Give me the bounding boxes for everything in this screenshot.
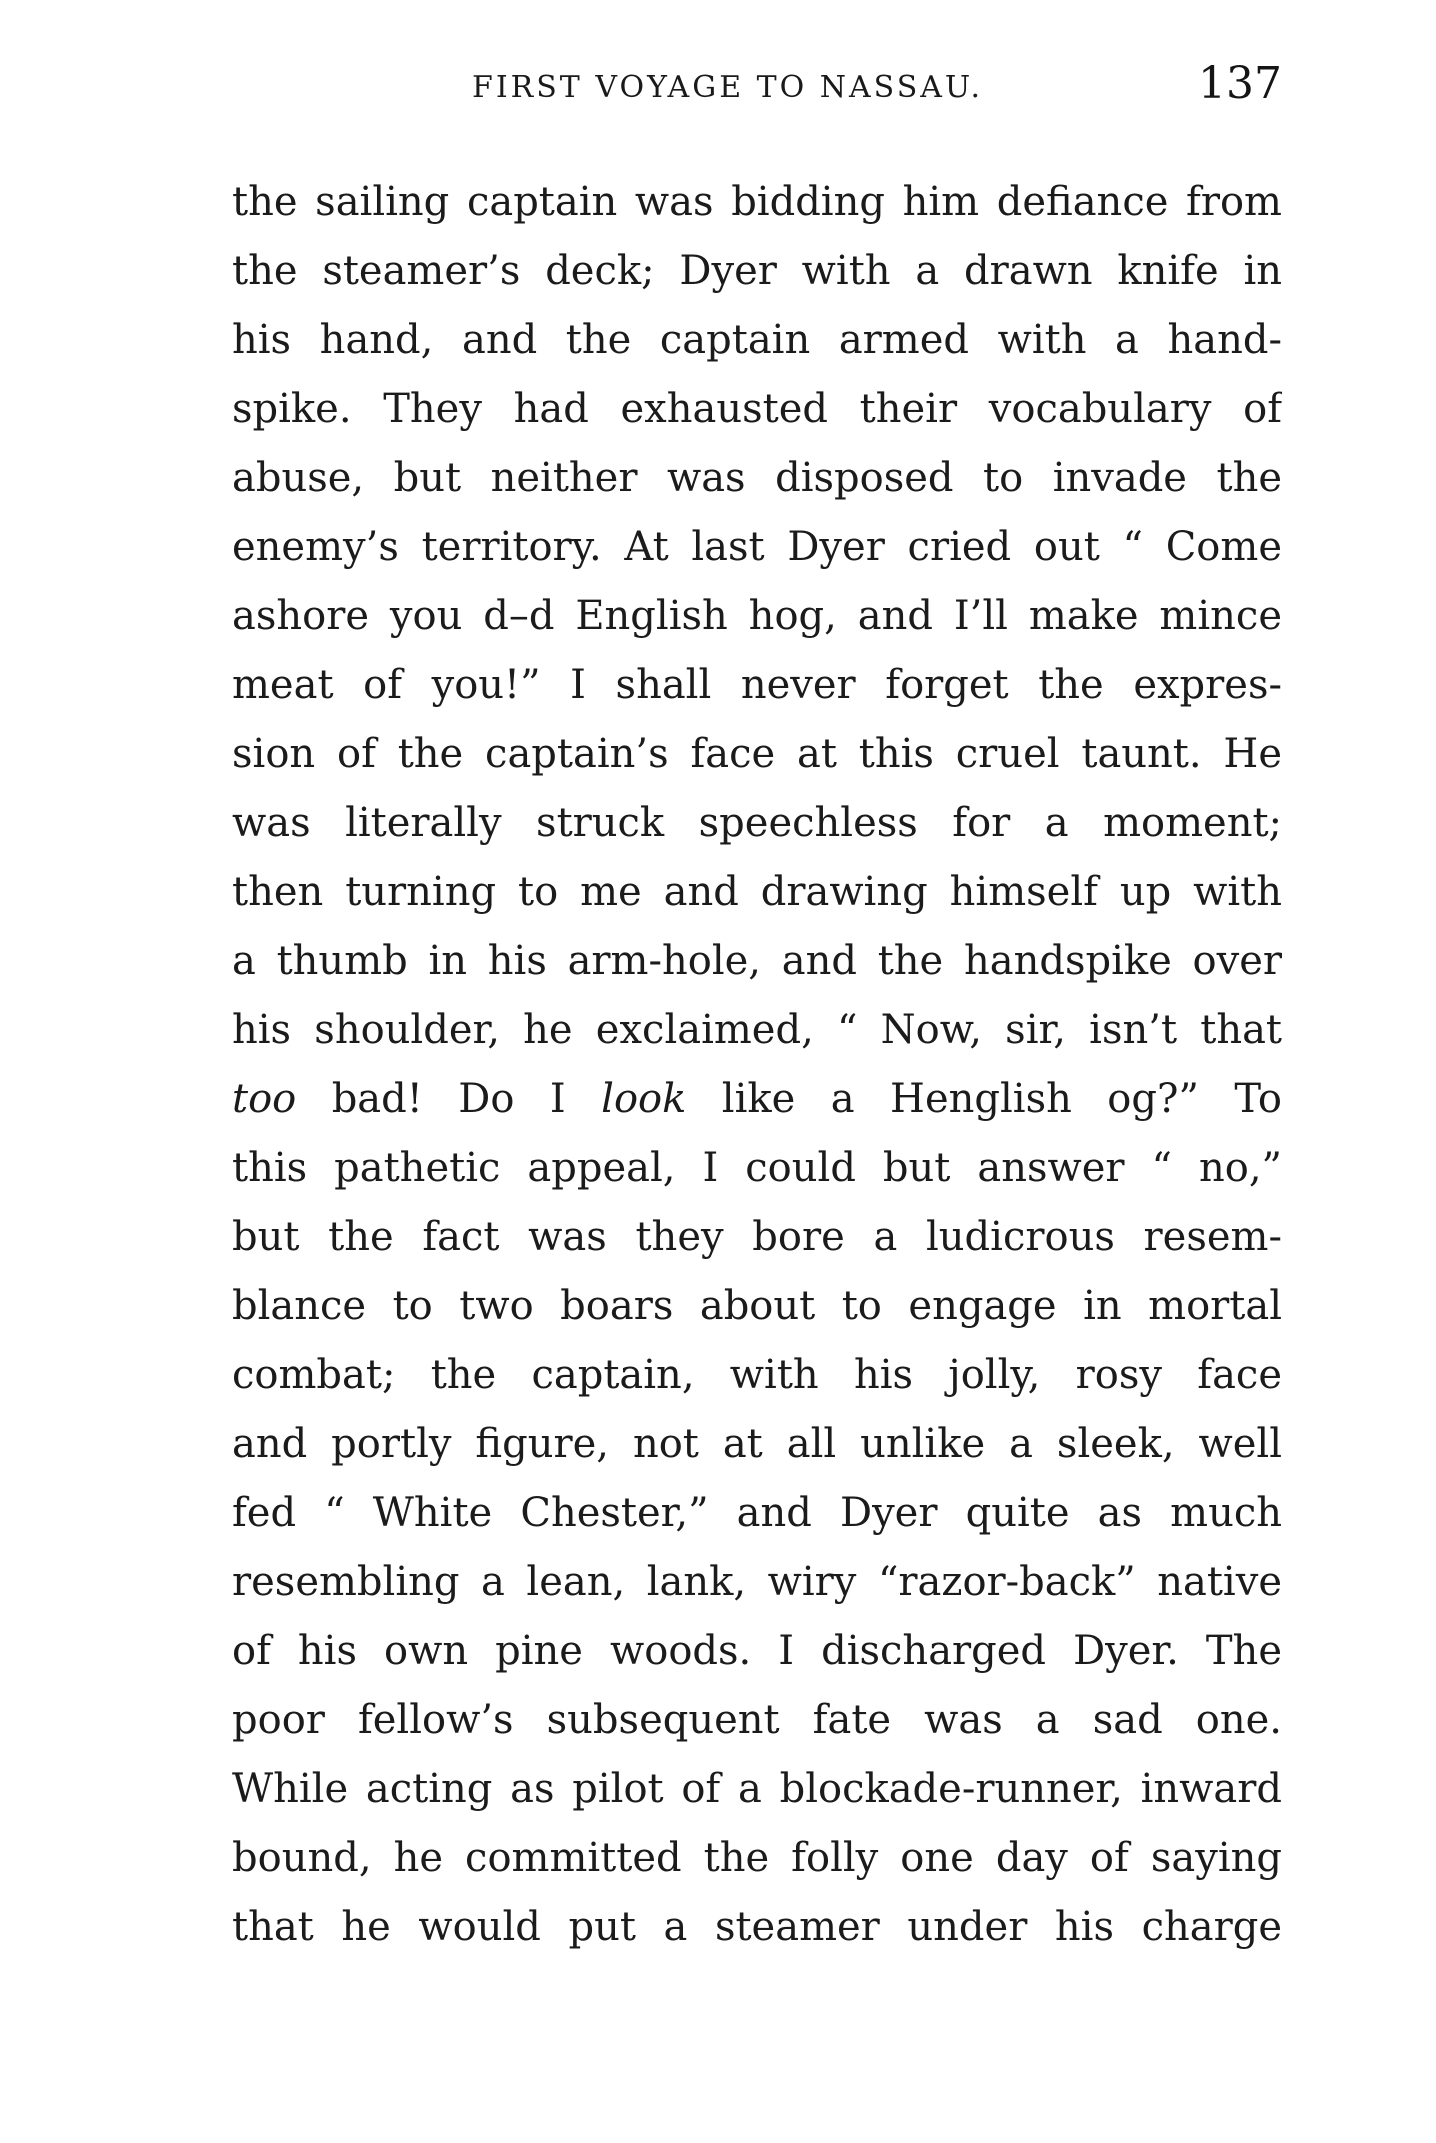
text-line: resembling a lean, lank, wiry “razor-back” native [232,1559,1282,1605]
italic-word: too [232,1076,297,1122]
text-line: this pathetic appeal, I could but answer “ no,” [232,1145,1282,1191]
text-line: bound, he committed the folly one day of saying [232,1835,1282,1881]
text-line-with-italics [232,1065,1282,1134]
text-line: fed “ White Chester,” and Dyer quite as much [232,1490,1282,1536]
text-line: and portly figure, not at all unlike a sleek, well [232,1421,1282,1467]
text-line: but the fact was they bore a ludicrous resem- [232,1214,1282,1260]
text-line: that he would put a steamer under his charge [232,1904,1282,1950]
text-line: a thumb in his arm-hole, and the handspike over [232,938,1282,984]
italic-word: look [601,1076,687,1122]
text-fragment: like a Henglish og?” To [686,1076,1282,1122]
text-line: was literally struck speechless for a moment; [232,800,1282,846]
text-line: of his own pine woods. I discharged Dyer. The [232,1628,1282,1674]
text-line: his hand, and the captain armed with a hand- [232,317,1282,363]
text-line: abuse, but neither was disposed to invade the [232,455,1282,501]
text-line: his shoulder, he exclaimed, “ Now, sir, isn’t that [232,1007,1282,1053]
text-line: blance to two boars about to engage in mortal [232,1283,1282,1329]
text-line: the steamer’s deck; Dyer with a drawn knife in [232,248,1282,294]
running-head [232,58,1282,118]
text-line: ashore you d–d English hog, and I’ll make mince [232,593,1282,639]
text-line: poor fellow’s subsequent fate was a sad one. [232,1697,1282,1743]
text-line: the sailing captain was bidding him defiance from [232,179,1282,225]
running-title: FIRST VOYAGE TO NASSAU. [472,70,983,105]
text-line: then turning to me and drawing himself up with [232,869,1282,915]
page-number: 137 [1198,58,1282,109]
text-line: spike. They had exhausted their vocabulary of [232,386,1282,432]
text-line: enemy’s territory. At last Dyer cried out “ Come [232,524,1282,570]
text-line: meat of you!” I shall never forget the expres- [232,662,1282,708]
body-text [232,168,1282,1962]
text-line: sion of the captain’s face at this cruel taunt. He [232,731,1282,777]
text-fragment: bad! Do I [296,1076,602,1122]
text-line: combat; the captain, with his jolly, rosy face [232,1352,1282,1398]
text-line: While acting as pilot of a blockade-runner, inward [232,1766,1282,1812]
